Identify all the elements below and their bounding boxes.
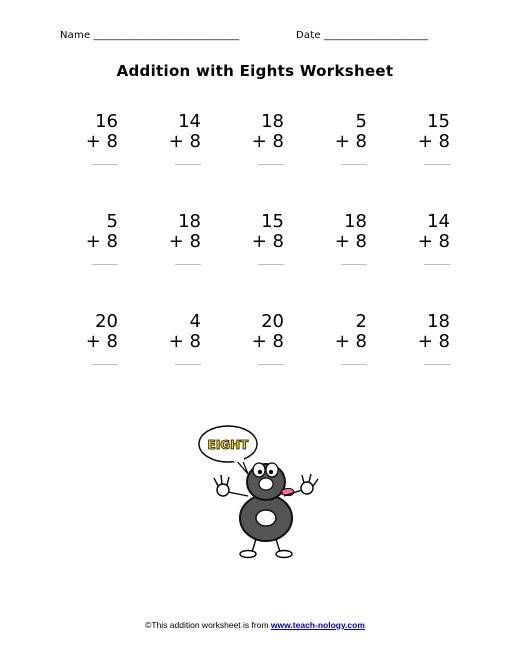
problem-row bbox=[60, 212, 450, 312]
answer-line bbox=[175, 364, 201, 365]
answer-line bbox=[341, 364, 367, 365]
addend-top: 5 bbox=[355, 111, 367, 132]
problem-item bbox=[60, 112, 118, 212]
addend-bottom: + 8 bbox=[251, 231, 284, 252]
answer-line bbox=[258, 164, 284, 165]
problem-item bbox=[226, 212, 284, 312]
answer-line bbox=[92, 264, 118, 265]
addend-bottom: + 8 bbox=[417, 231, 450, 252]
addend-bottom: + 8 bbox=[168, 231, 201, 252]
addend-top: 20 bbox=[261, 311, 284, 332]
problem-item bbox=[143, 312, 201, 412]
addend-bottom: + 8 bbox=[168, 331, 201, 352]
speech-bubble bbox=[199, 426, 257, 474]
addend-bottom: + 8 bbox=[168, 131, 201, 152]
addend-top: 5 bbox=[106, 211, 118, 232]
problem-item bbox=[309, 312, 367, 412]
addend-top: 15 bbox=[261, 211, 284, 232]
answer-line bbox=[424, 164, 450, 165]
problem-item bbox=[60, 312, 118, 412]
problem-row bbox=[60, 112, 450, 212]
addend-top: 15 bbox=[427, 111, 450, 132]
addend-bottom: + 8 bbox=[251, 331, 284, 352]
addend-top: 16 bbox=[95, 111, 118, 132]
answer-line bbox=[341, 264, 367, 265]
answer-line bbox=[424, 264, 450, 265]
answer-line bbox=[92, 164, 118, 165]
answer-line bbox=[175, 164, 201, 165]
date-field-label: Date ____________________ bbox=[296, 30, 429, 41]
page-title: Addition with Eights Worksheet bbox=[116, 62, 394, 80]
addend-bottom: + 8 bbox=[417, 131, 450, 152]
addend-top: 14 bbox=[178, 111, 201, 132]
problem-item bbox=[392, 312, 450, 412]
addend-bottom: + 8 bbox=[85, 231, 118, 252]
eight-body bbox=[240, 463, 294, 541]
addend-top: 18 bbox=[261, 111, 284, 132]
addend-top: 20 bbox=[95, 311, 118, 332]
footer-text: ©This addition worksheet is from bbox=[145, 620, 271, 630]
problem-item bbox=[143, 112, 201, 212]
answer-line bbox=[258, 264, 284, 265]
problem-row bbox=[60, 312, 450, 412]
problem-item bbox=[309, 112, 367, 212]
problem-item bbox=[143, 212, 201, 312]
addend-bottom: + 8 bbox=[334, 231, 367, 252]
addend-top: 18 bbox=[427, 311, 450, 332]
answer-line bbox=[92, 364, 118, 365]
problem-item bbox=[392, 112, 450, 212]
problem-grid bbox=[60, 112, 450, 412]
addend-bottom: + 8 bbox=[251, 131, 284, 152]
addend-bottom: + 8 bbox=[334, 331, 367, 352]
addend-top: 4 bbox=[189, 311, 201, 332]
eight-mascot-icon bbox=[196, 420, 326, 560]
name-field-label: Name ____________________________ bbox=[60, 30, 240, 41]
addend-bottom: + 8 bbox=[334, 131, 367, 152]
problem-item bbox=[60, 212, 118, 312]
addend-bottom: + 8 bbox=[417, 331, 450, 352]
speech-text: EIGHT bbox=[207, 438, 249, 452]
footer-link[interactable]: www.teach-nology.com bbox=[270, 620, 365, 630]
footer bbox=[0, 620, 510, 630]
addend-bottom: + 8 bbox=[85, 131, 118, 152]
problem-item bbox=[226, 112, 284, 212]
answer-line bbox=[175, 264, 201, 265]
addend-bottom: + 8 bbox=[85, 331, 118, 352]
addend-top: 14 bbox=[427, 211, 450, 232]
problem-item bbox=[392, 212, 450, 312]
answer-line bbox=[424, 364, 450, 365]
addend-top: 18 bbox=[178, 211, 201, 232]
addend-top: 18 bbox=[344, 211, 367, 232]
problem-item bbox=[226, 312, 284, 412]
problem-item bbox=[309, 212, 367, 312]
answer-line bbox=[258, 364, 284, 365]
addend-top: 2 bbox=[355, 311, 367, 332]
answer-line bbox=[341, 164, 367, 165]
